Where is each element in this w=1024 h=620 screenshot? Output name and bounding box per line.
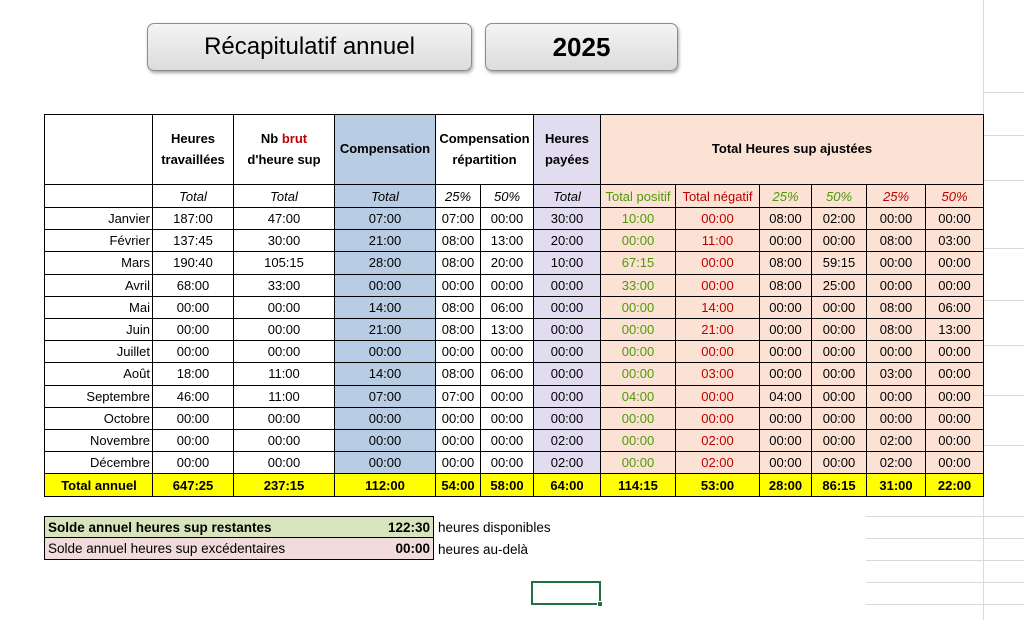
table-row [45, 341, 984, 363]
table-cell[interactable]: 08:00 [436, 363, 481, 385]
table-cell[interactable]: 08:00 [867, 230, 926, 252]
table-cell[interactable]: 00:00 [601, 318, 676, 340]
table-cell[interactable]: 00:00 [867, 274, 926, 296]
table-cell[interactable]: 00:00 [601, 363, 676, 385]
table-cell[interactable]: 00:00 [534, 274, 601, 296]
header-total-heures-sup[interactable]: Total Heures sup ajustées [601, 115, 984, 185]
summary-remaining-row [44, 516, 551, 538]
month-cell[interactable]: Octobre [45, 407, 153, 429]
table-cell[interactable]: 00:00 [335, 407, 436, 429]
table-cell[interactable]: 00:00 [481, 452, 534, 474]
table-cell[interactable]: 00:00 [676, 252, 760, 274]
table-cell[interactable]: 02:00 [867, 429, 926, 451]
table-cell[interactable]: 00:00 [601, 296, 676, 318]
header-heures-payees[interactable]: Heures payées [534, 115, 601, 185]
table-cell[interactable]: 00:00 [481, 407, 534, 429]
subheader-total-negatif[interactable]: Total négatif [676, 185, 760, 208]
table-cell[interactable]: 00:00 [153, 296, 234, 318]
table-cell[interactable]: 03:00 [676, 363, 760, 385]
table-cell[interactable]: 02:00 [676, 452, 760, 474]
table-cell[interactable]: 00:00 [153, 452, 234, 474]
table-cell[interactable]: 00:00 [153, 429, 234, 451]
table-cell[interactable]: 00:00 [601, 452, 676, 474]
table-cell[interactable]: 00:00 [926, 274, 984, 296]
table-cell[interactable]: 00:00 [812, 363, 867, 385]
table-cell[interactable]: 00:00 [760, 452, 812, 474]
table-cell[interactable]: 00:00 [676, 274, 760, 296]
table-cell[interactable]: 00:00 [676, 341, 760, 363]
table-cell[interactable]: 00:00 [153, 318, 234, 340]
table-cell[interactable]: 08:00 [760, 274, 812, 296]
total-row [45, 474, 984, 497]
table-row [45, 252, 984, 274]
table-cell[interactable]: 187:00 [153, 208, 234, 230]
table-cell[interactable]: 08:00 [760, 208, 812, 230]
subheader-cell[interactable]: 25% [867, 185, 926, 208]
table-cell[interactable]: 00:00 [812, 341, 867, 363]
month-cell[interactable]: Mars [45, 252, 153, 274]
table-cell[interactable]: 00:00 [760, 296, 812, 318]
subheader-cell[interactable]: 50% [481, 185, 534, 208]
total-cell[interactable]: 647:25 [153, 474, 234, 497]
table-cell[interactable]: 00:00 [601, 407, 676, 429]
table-cell[interactable]: 08:00 [436, 230, 481, 252]
table-cell[interactable]: 00:00 [812, 429, 867, 451]
table-cell[interactable]: 00:00 [926, 407, 984, 429]
table-cell[interactable]: 13:00 [481, 230, 534, 252]
table-row [45, 452, 984, 474]
month-cell[interactable]: Mai [45, 296, 153, 318]
subheader-row [45, 185, 984, 208]
table-cell[interactable]: 00:00 [812, 407, 867, 429]
table-cell[interactable]: 00:00 [534, 341, 601, 363]
table-cell[interactable]: 00:00 [867, 208, 926, 230]
table-cell[interactable]: 00:00 [481, 274, 534, 296]
month-cell[interactable]: Février [45, 230, 153, 252]
summary-excess-label: Solde annuel heures sup excédentaires [48, 541, 286, 556]
table-cell[interactable]: 00:00 [335, 341, 436, 363]
table-cell[interactable]: 02:00 [867, 452, 926, 474]
table-cell[interactable]: 47:00 [234, 208, 335, 230]
total-cell[interactable]: 54:00 [436, 474, 481, 497]
table-cell[interactable]: 00:00 [812, 452, 867, 474]
table-cell[interactable]: 03:00 [926, 230, 984, 252]
table-cell[interactable]: 190:40 [153, 252, 234, 274]
table-cell[interactable]: 18:00 [153, 363, 234, 385]
table-cell[interactable]: 11:00 [234, 363, 335, 385]
table-cell[interactable]: 14:00 [335, 296, 436, 318]
table-cell[interactable]: 08:00 [436, 296, 481, 318]
table-cell[interactable]: 00:00 [867, 385, 926, 407]
table-cell[interactable]: 00:00 [601, 230, 676, 252]
subheader-cell[interactable]: 50% [926, 185, 984, 208]
table-cell[interactable]: 00:00 [436, 407, 481, 429]
subheader-blank-cell[interactable] [45, 185, 153, 208]
summary-excess-row [44, 538, 528, 560]
month-cell[interactable]: Janvier [45, 208, 153, 230]
fill-handle[interactable] [597, 601, 603, 607]
table-cell[interactable]: 00:00 [926, 363, 984, 385]
table-cell[interactable]: 20:00 [534, 230, 601, 252]
table-cell[interactable]: 02:00 [534, 452, 601, 474]
table-cell[interactable]: 00:00 [436, 341, 481, 363]
table-cell[interactable]: 00:00 [153, 407, 234, 429]
table-cell[interactable]: 14:00 [335, 363, 436, 385]
table-cell[interactable]: 00:00 [601, 429, 676, 451]
total-cell[interactable]: 31:00 [867, 474, 926, 497]
subheader-total-positif[interactable]: Total positif [601, 185, 676, 208]
table-cell[interactable]: 59:15 [812, 252, 867, 274]
table-row [45, 363, 984, 385]
table-cell[interactable]: 00:00 [926, 252, 984, 274]
table-cell[interactable]: 07:00 [335, 385, 436, 407]
table-cell[interactable]: 00:00 [481, 208, 534, 230]
header-nb-brut[interactable] [234, 115, 335, 185]
month-cell[interactable]: Septembre [45, 385, 153, 407]
subheader-cell[interactable]: Total [534, 185, 601, 208]
table-cell[interactable]: 13:00 [481, 318, 534, 340]
table-cell[interactable]: 02:00 [534, 429, 601, 451]
table-cell[interactable]: 00:00 [812, 296, 867, 318]
table-cell[interactable]: 00:00 [926, 208, 984, 230]
header-compensation[interactable]: Compensation [335, 115, 436, 185]
table-cell[interactable]: 00:00 [534, 318, 601, 340]
table-cell[interactable]: 00:00 [676, 407, 760, 429]
total-label[interactable]: Total annuel [45, 474, 153, 497]
table-cell[interactable]: 68:00 [153, 274, 234, 296]
header-compensation-repartition[interactable]: Compensation répartition [436, 115, 534, 185]
table-cell[interactable]: 06:00 [481, 296, 534, 318]
table-cell[interactable]: 00:00 [234, 296, 335, 318]
page-title: Récapitulatif annuel [204, 33, 415, 60]
table-cell[interactable]: 00:00 [760, 341, 812, 363]
summary-remaining-label: Solde annuel heures sup restantes [48, 519, 272, 535]
table-cell[interactable]: 00:00 [534, 407, 601, 429]
table-cell[interactable]: 00:00 [760, 429, 812, 451]
table-cell[interactable]: 02:00 [676, 429, 760, 451]
table-cell[interactable]: 00:00 [926, 341, 984, 363]
table-cell[interactable]: 00:00 [867, 341, 926, 363]
table-row [45, 230, 984, 252]
table-cell[interactable]: 00:00 [153, 341, 234, 363]
month-cell[interactable]: Juin [45, 318, 153, 340]
total-cell[interactable]: 114:15 [601, 474, 676, 497]
table-cell[interactable]: 08:00 [436, 252, 481, 274]
table-cell[interactable]: 137:45 [153, 230, 234, 252]
table-cell[interactable]: 00:00 [234, 429, 335, 451]
table-cell[interactable]: 00:00 [234, 407, 335, 429]
table-cell[interactable]: 00:00 [234, 341, 335, 363]
table-cell[interactable]: 06:00 [481, 363, 534, 385]
table-cell[interactable]: 14:00 [676, 296, 760, 318]
summary-remaining-suffix[interactable]: heures disponibles [438, 519, 551, 535]
table-row [45, 407, 984, 429]
table-cell[interactable]: 28:00 [335, 252, 436, 274]
month-cell[interactable]: Décembre [45, 452, 153, 474]
year-shape[interactable] [485, 23, 678, 71]
year-label: 2025 [552, 31, 611, 62]
subheader-cell[interactable]: 25% [436, 185, 481, 208]
table-cell[interactable]: 00:00 [676, 208, 760, 230]
summary-excess-cell[interactable] [44, 538, 434, 560]
table-cell[interactable]: 07:00 [436, 208, 481, 230]
table-cell[interactable]: 00:00 [812, 318, 867, 340]
table-cell[interactable]: 06:00 [926, 296, 984, 318]
table-cell[interactable]: 30:00 [234, 230, 335, 252]
table-cell[interactable]: 46:00 [153, 385, 234, 407]
table-row [45, 318, 984, 340]
table-cell[interactable]: 00:00 [436, 274, 481, 296]
total-cell[interactable]: 64:00 [534, 474, 601, 497]
summary-excess-value: 00:00 [395, 541, 430, 556]
subheader-cell[interactable]: Total [335, 185, 436, 208]
header-nb-brut-suffix: d'heure sup [247, 151, 321, 167]
table-cell[interactable]: 21:00 [676, 318, 760, 340]
total-cell[interactable]: 58:00 [481, 474, 534, 497]
selected-cell-cursor[interactable] [531, 581, 601, 605]
table-cell[interactable]: 00:00 [335, 452, 436, 474]
month-cell[interactable]: Novembre [45, 429, 153, 451]
table-cell[interactable]: 00:00 [534, 363, 601, 385]
table-cell[interactable]: 33:00 [234, 274, 335, 296]
subheader-cell[interactable]: Total [234, 185, 335, 208]
table-cell[interactable]: 04:00 [601, 385, 676, 407]
table-row [45, 208, 984, 230]
table-cell[interactable]: 00:00 [601, 341, 676, 363]
table-cell[interactable]: 00:00 [867, 252, 926, 274]
table-cell[interactable]: 10:00 [601, 208, 676, 230]
total-cell[interactable]: 86:15 [812, 474, 867, 497]
table-cell[interactable]: 04:00 [760, 385, 812, 407]
header-heures-travaillees[interactable]: Heures travaillées [153, 115, 234, 185]
table-cell[interactable]: 00:00 [436, 452, 481, 474]
table-cell[interactable]: 02:00 [812, 208, 867, 230]
table-cell[interactable]: 67:15 [601, 252, 676, 274]
table-cell[interactable]: 08:00 [760, 252, 812, 274]
table-cell[interactable]: 00:00 [926, 429, 984, 451]
table-row [45, 296, 984, 318]
month-cell[interactable]: Juillet [45, 341, 153, 363]
total-cell[interactable]: 53:00 [676, 474, 760, 497]
table-cell[interactable]: 00:00 [760, 407, 812, 429]
table-cell[interactable]: 00:00 [926, 385, 984, 407]
total-cell[interactable]: 22:00 [926, 474, 984, 497]
table-cell[interactable]: 00:00 [481, 341, 534, 363]
annual-recap-table [44, 114, 984, 497]
table-cell[interactable]: 00:00 [812, 385, 867, 407]
total-cell[interactable]: 112:00 [335, 474, 436, 497]
table-cell[interactable]: 00:00 [926, 452, 984, 474]
header-blank-cell[interactable] [45, 115, 153, 185]
table-cell[interactable]: 08:00 [436, 318, 481, 340]
total-cell[interactable]: 28:00 [760, 474, 812, 497]
title-shape[interactable] [147, 23, 472, 71]
table-cell[interactable]: 105:15 [234, 252, 335, 274]
header-row [45, 115, 984, 185]
table-cell[interactable]: 08:00 [867, 296, 926, 318]
table-cell[interactable]: 11:00 [234, 385, 335, 407]
table-row [45, 274, 984, 296]
table-cell[interactable]: 33:00 [601, 274, 676, 296]
table-cell[interactable]: 00:00 [534, 296, 601, 318]
header-nb-brut-word: brut [281, 131, 308, 147]
table-cell[interactable]: 00:00 [867, 407, 926, 429]
summary-excess-suffix[interactable]: heures au-delà [438, 541, 529, 557]
table-cell[interactable]: 00:00 [481, 429, 534, 451]
summary-remaining-cell[interactable] [44, 516, 434, 538]
table-row [45, 429, 984, 451]
table-cell[interactable]: 00:00 [481, 385, 534, 407]
table-cell[interactable]: 20:00 [481, 252, 534, 274]
table-cell[interactable]: 00:00 [760, 363, 812, 385]
total-cell[interactable]: 237:15 [234, 474, 335, 497]
table-cell[interactable]: 21:00 [335, 230, 436, 252]
table-cell[interactable]: 25:00 [812, 274, 867, 296]
table-cell[interactable]: 00:00 [234, 318, 335, 340]
table-cell[interactable]: 07:00 [436, 385, 481, 407]
table-cell[interactable]: 10:00 [534, 252, 601, 274]
table-cell[interactable]: 00:00 [534, 385, 601, 407]
table-cell[interactable]: 11:00 [676, 230, 760, 252]
table-cell[interactable]: 07:00 [335, 208, 436, 230]
summary-remaining-value: 122:30 [387, 519, 430, 535]
table-cell[interactable]: 00:00 [335, 429, 436, 451]
month-cell[interactable]: Août [45, 363, 153, 385]
table-cell[interactable]: 00:00 [676, 385, 760, 407]
table-cell[interactable]: 00:00 [812, 230, 867, 252]
table-cell[interactable]: 21:00 [335, 318, 436, 340]
table-cell[interactable]: 00:00 [234, 452, 335, 474]
table-cell[interactable]: 08:00 [867, 318, 926, 340]
subheader-cell[interactable]: Total [153, 185, 234, 208]
month-cell[interactable]: Avril [45, 274, 153, 296]
table-cell[interactable]: 00:00 [436, 429, 481, 451]
table-cell[interactable]: 13:00 [926, 318, 984, 340]
header-nb-brut-prefix: Nb [260, 131, 282, 147]
table-cell[interactable]: 30:00 [534, 208, 601, 230]
table-cell[interactable]: 00:00 [335, 274, 436, 296]
table-cell[interactable]: 00:00 [760, 230, 812, 252]
table-cell[interactable]: 00:00 [760, 318, 812, 340]
subheader-cell[interactable]: 25% [760, 185, 812, 208]
table-row [45, 385, 984, 407]
subheader-cell[interactable]: 50% [812, 185, 867, 208]
table-cell[interactable]: 03:00 [867, 363, 926, 385]
